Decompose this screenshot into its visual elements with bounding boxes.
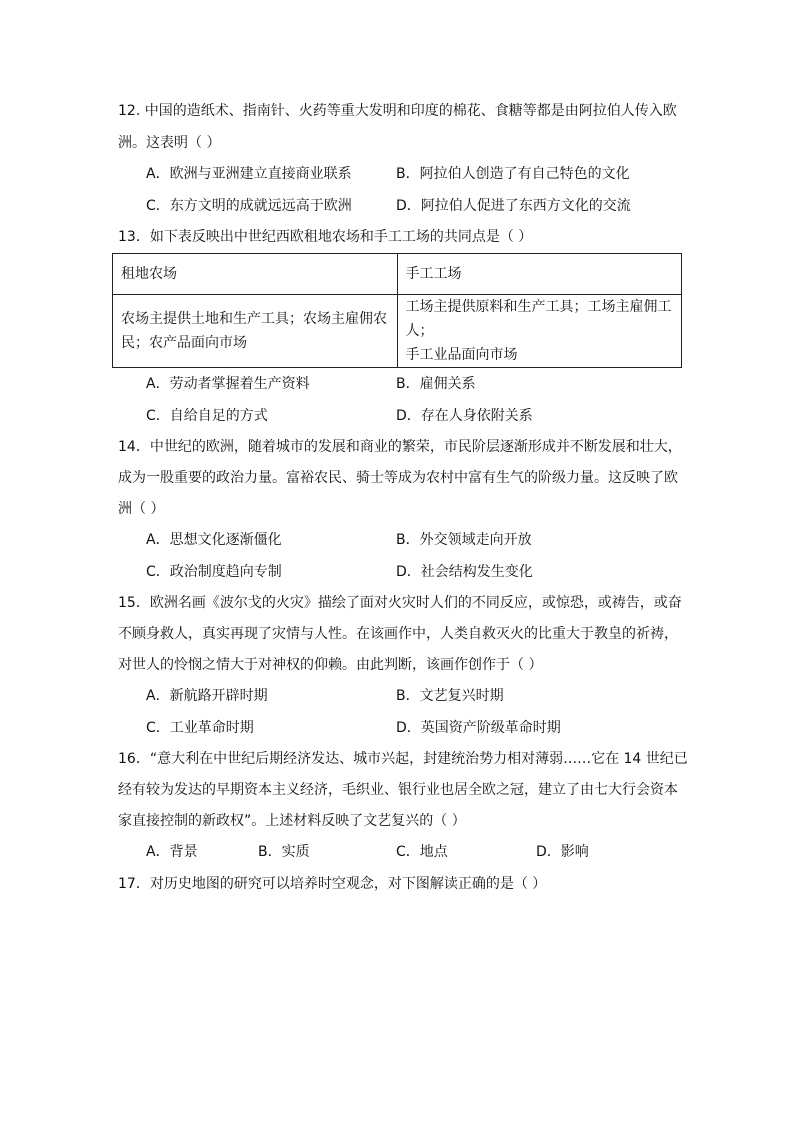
q15-option-a: A．新航路开辟时期 bbox=[146, 688, 268, 704]
q15-option-d: D．英国资产阶级革命时期 bbox=[396, 720, 561, 736]
q14-stem-line2: 成为一股重要的政治力量。富裕农民、骑士等成为农村中富有生气的阶级力量。这反映了欧 bbox=[118, 470, 678, 486]
table-cell bbox=[113, 295, 398, 368]
q16-option-a: A．背景 bbox=[146, 844, 198, 860]
q13-comparison-table bbox=[112, 253, 682, 368]
q13-option-b: B．雇佣关系 bbox=[396, 376, 476, 392]
q16-stem-line2: 经有较为发达的早期资本主义经济，毛织业、银行业也居全欧之冠，建立了由七大行会资本 bbox=[118, 782, 678, 798]
q13-option-a: A．劳动者掌握着生产资料 bbox=[146, 376, 310, 392]
table-header-cell: 手工工场 bbox=[397, 254, 682, 295]
q15-option-c: C．工业革命时期 bbox=[146, 720, 254, 736]
table-header-row bbox=[113, 254, 682, 295]
table-cell bbox=[397, 295, 682, 368]
q13-option-d: D．存在人身依附关系 bbox=[396, 408, 533, 424]
q15-stem-line1: 15．欧洲名画《波尔戈的火灾》描绘了面对火灾时人们的不同反应，或惊恐，或祷告，或奋 bbox=[118, 595, 682, 611]
q16-stem-line1: 16．“意大利在中世纪后期经济发达、城市兴起，封建统治势力相对薄弱……它在 14 世纪已 bbox=[118, 751, 688, 767]
q14-stem-line1: 14．中世纪的欧洲，随着城市的发展和商业的繁荣，市民阶层逐渐形成并不断发展和壮大， bbox=[118, 439, 682, 455]
q12-option-c: C．东方文明的成就远远高于欧洲 bbox=[146, 198, 352, 214]
q17-stem-line1: 17．对历史地图的研究可以培养时空观念，对下图解读正确的是（ ） bbox=[118, 876, 547, 892]
q12-option-d: D．阿拉伯人促进了东西方文化的交流 bbox=[396, 198, 631, 214]
q12-stem-line1: 12. 中国的造纸术、指南针、火药等重大发明和印度的棉花、食糖等都是由阿拉伯人传入欧 bbox=[118, 103, 677, 119]
q14-option-d: D．社会结构发生变化 bbox=[396, 564, 533, 580]
q14-option-b: B．外交领域走向开放 bbox=[396, 532, 532, 548]
q12-option-a: A．欧洲与亚洲建立直接商业联系 bbox=[146, 166, 352, 182]
q12-stem-line2: 洲。这表明（ ） bbox=[118, 135, 221, 151]
q13-option-c: C．自给自足的方式 bbox=[146, 408, 268, 424]
q16-option-c: C．地点 bbox=[396, 844, 448, 860]
q13-stem-line1: 13．如下表反映出中世纪西欧租地农场和手工工场的共同点是（ ） bbox=[118, 229, 533, 245]
q14-option-c: C．政治制度趋向专制 bbox=[146, 564, 282, 580]
q14-stem-line3: 洲（ ） bbox=[118, 501, 165, 517]
table-header-cell: 租地农场 bbox=[113, 254, 398, 295]
q12-option-b: B．阿拉伯人创造了有自己特色的文化 bbox=[396, 166, 630, 182]
table-cell-line: 工场主提供原料和生产工具；工场主雇佣工人； bbox=[405, 299, 672, 339]
q16-option-b: B．实质 bbox=[258, 844, 310, 860]
q14-option-a: A．思想文化逐渐僵化 bbox=[146, 532, 282, 548]
table-row bbox=[113, 295, 682, 368]
table-cell-line: 民；农产品面向市场 bbox=[121, 335, 247, 351]
q15-option-b: B．文艺复兴时期 bbox=[396, 688, 504, 704]
q15-stem-line2: 不顾身救人，真实再现了灾情与人性。在该画作中，人类自救灭火的比重大于教皇的祈祷， bbox=[118, 626, 678, 642]
table-cell-line: 手工业品面向市场 bbox=[405, 347, 518, 363]
q16-option-d: D．影响 bbox=[536, 844, 589, 860]
q15-stem-line3: 对世人的怜悯之情大于对神权的仰赖。由此判断，该画作创作于（ ） bbox=[118, 657, 543, 673]
q16-stem-line3: 家直接控制的新政权”。上述材料反映了文艺复兴的（ ） bbox=[118, 813, 466, 829]
table-cell-line: 农场主提供土地和生产工具；农场主雇佣农 bbox=[121, 311, 387, 327]
